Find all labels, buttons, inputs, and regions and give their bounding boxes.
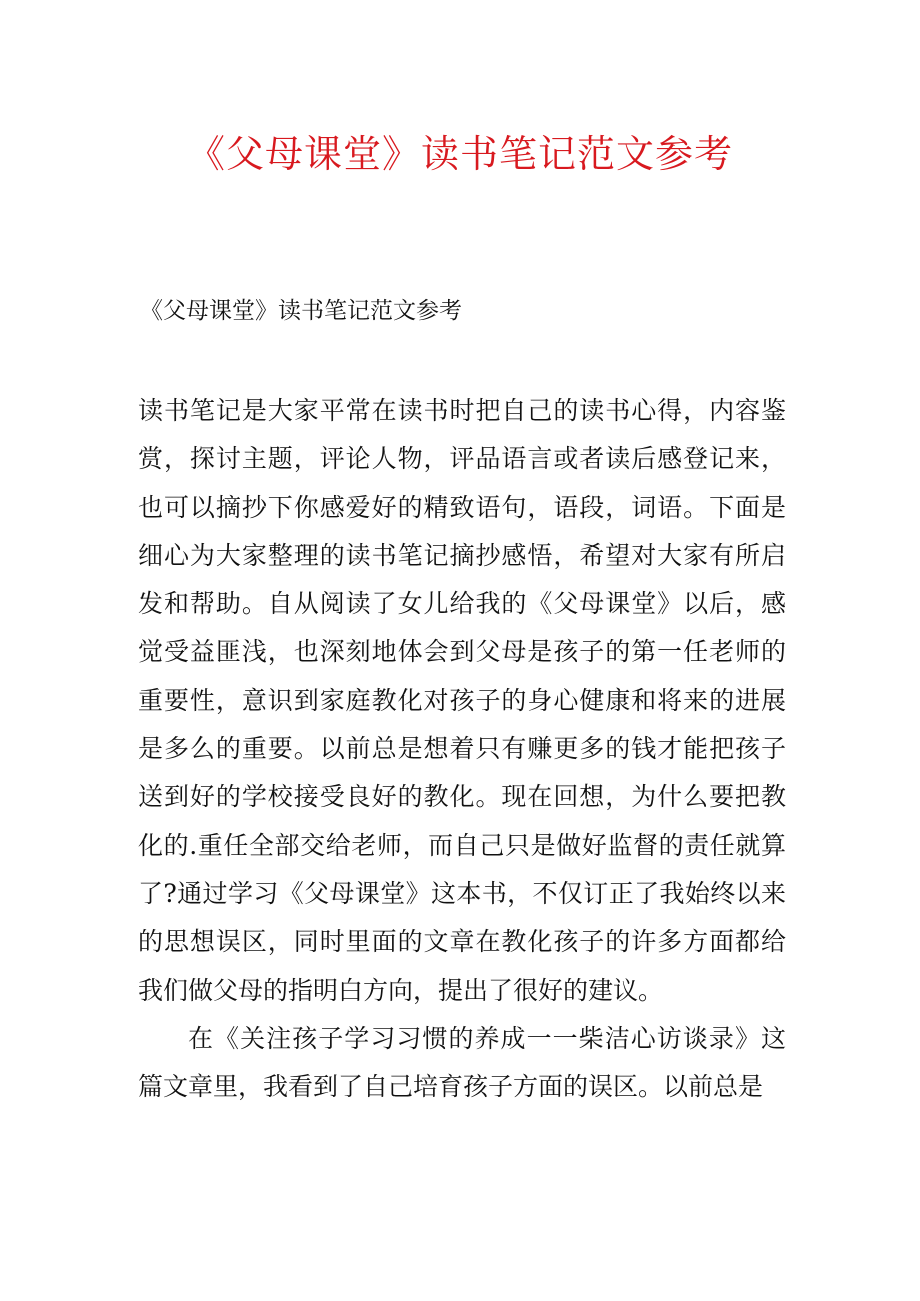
document-title: 《父母课堂》读书笔记范文参考 xyxy=(186,132,733,176)
document-body xyxy=(138,387,786,1111)
body-paragraph-1: 读书笔记是大家平常在读书时把自己的读书心得，内容鉴赏，探讨主题，评论人物，评品语言或者读后感登记来，也可以摘抄下你感爱好的精致语句，语段，词语。下面是细心为大家整理的读书笔记摘抄感悟，希望对大家有所启发和帮助。自从阅读了女儿给我的《父母课堂》以后，感觉受益匪浅，也深刻地体会到父母是孩子的第一任老师的重要性，意识到家庭教化对孩子的身心健康和将来的进展是多么的重要。以前总是想着只有赚更多的钱才能把孩子送到好的学校接受良好的教化。现在回想，为什么要把教化的.重任全部交给老师，而自己只是做好监督的责任就算了?通过学习《父母课堂》这本书，不仅订正了我始终以来的思想误区，同时里面的文章在教化孩子的许多方面都给我们做父母的指明白方向，提出了很好的建议。 xyxy=(138,396,786,1005)
document-subtitle: 《父母课堂》读书笔记范文参考 xyxy=(140,298,462,324)
body-paragraph-2: 在《关注孩子学习习惯的养成一一柴洁心访谈录》这篇文章里，我看到了自己培育孩子方面的误区。以前总是 xyxy=(138,1023,786,1102)
